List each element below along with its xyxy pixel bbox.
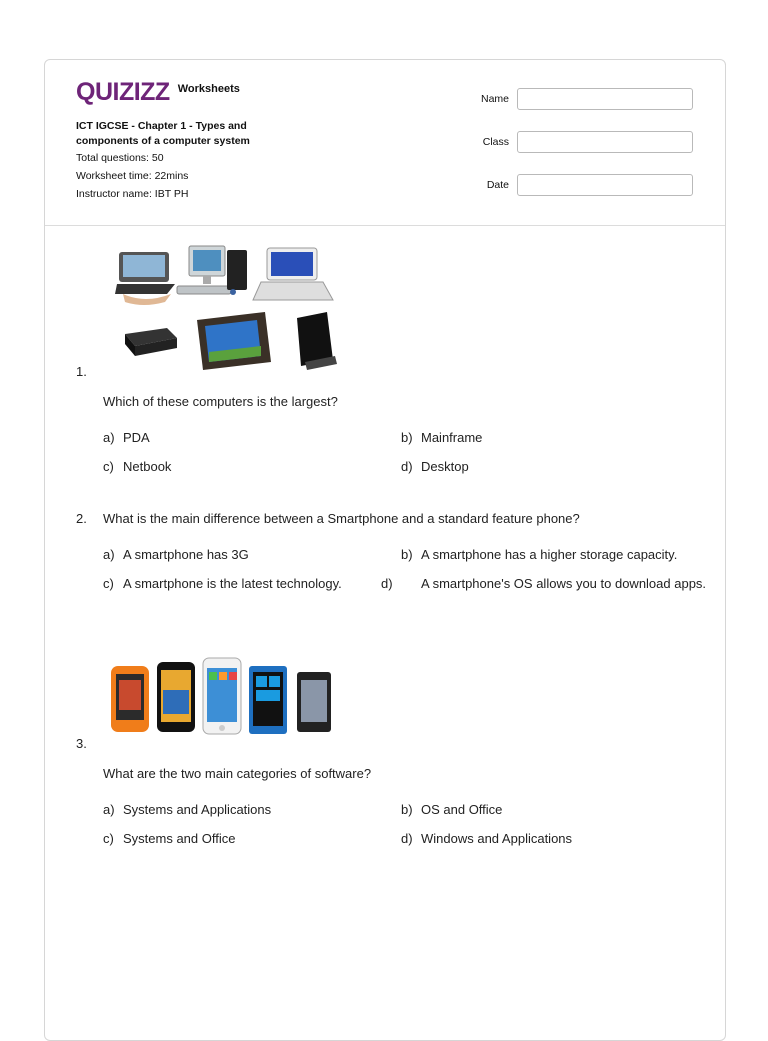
blackberry-phone-icon bbox=[297, 672, 331, 732]
option-text: Netbook bbox=[123, 459, 172, 474]
question-text: What is the main difference between a Smartphone and a standard feature phone? bbox=[103, 511, 580, 526]
question-text: What are the two main categories of software? bbox=[103, 766, 372, 781]
netbook-icon bbox=[253, 248, 333, 300]
date-label: Date bbox=[486, 179, 509, 191]
answer-option[interactable] bbox=[103, 544, 249, 566]
answer-option[interactable] bbox=[401, 799, 502, 821]
desktop-computer-icon bbox=[177, 246, 247, 295]
black-phone-icon bbox=[157, 662, 195, 732]
option-text: OS and Office bbox=[421, 802, 503, 817]
option-text: PDA bbox=[123, 430, 150, 445]
answer-option[interactable] bbox=[103, 799, 271, 821]
answer-option[interactable] bbox=[103, 573, 342, 595]
name-field[interactable] bbox=[517, 88, 693, 110]
windows-phone-icon bbox=[249, 666, 287, 734]
question-number: 3. bbox=[76, 736, 87, 751]
worksheet-header bbox=[45, 60, 725, 226]
logo-subtitle: Worksheets bbox=[177, 83, 240, 95]
question-number: 1. bbox=[76, 364, 87, 379]
question-number: 2. bbox=[76, 511, 87, 526]
option-text: A smartphone is the latest technology. bbox=[123, 576, 342, 591]
logo-wordmark: QUIZIZZ bbox=[76, 78, 170, 106]
question-text: Which of these computers is the largest? bbox=[103, 394, 338, 409]
name-label: Name bbox=[480, 93, 509, 105]
answer-option[interactable] bbox=[103, 828, 235, 850]
option-letter: a) bbox=[103, 802, 115, 817]
option-text: Systems and Office bbox=[123, 831, 236, 846]
computers-photo bbox=[105, 242, 350, 375]
answer-option[interactable] bbox=[401, 427, 482, 449]
option-text: A smartphone's OS allows you to download apps. bbox=[421, 576, 707, 591]
orange-phone-icon bbox=[111, 666, 149, 732]
option-text: A smartphone has a higher storage capacity. bbox=[421, 547, 678, 562]
answer-option[interactable] bbox=[401, 456, 469, 478]
smartphones-photo bbox=[105, 650, 350, 738]
option-letter: d) bbox=[381, 576, 393, 591]
option-text: A smartphone has 3G bbox=[123, 547, 249, 562]
option-text: Systems and Applications bbox=[123, 802, 272, 817]
option-letter: c) bbox=[103, 831, 114, 846]
option-letter: a) bbox=[103, 547, 115, 562]
answer-option[interactable] bbox=[103, 456, 171, 478]
iphone-icon bbox=[203, 658, 241, 734]
option-letter: b) bbox=[401, 547, 413, 562]
quizizz-logo bbox=[76, 78, 240, 106]
answer-option[interactable] bbox=[103, 427, 150, 449]
option-letter: c) bbox=[103, 459, 114, 474]
option-text: Desktop bbox=[421, 459, 469, 474]
tablet-pc-icon bbox=[197, 312, 271, 370]
answer-option[interactable] bbox=[401, 544, 677, 566]
worksheet-time: Worksheet time: 22mins bbox=[76, 170, 189, 182]
option-letter: d) bbox=[401, 459, 413, 474]
class-field[interactable] bbox=[517, 131, 693, 153]
palmtop-icon bbox=[115, 252, 175, 305]
option-letter: c) bbox=[103, 576, 114, 591]
option-text: Windows and Applications bbox=[421, 831, 573, 846]
option-letter: a) bbox=[103, 430, 115, 445]
worksheet-title: ICT IGCSE - Chapter 1 - Types and components of a computer system bbox=[76, 120, 250, 147]
tower-device-icon bbox=[297, 312, 337, 370]
mini-pc-icon bbox=[125, 328, 177, 356]
answer-option[interactable] bbox=[401, 828, 572, 850]
option-text: Mainframe bbox=[421, 430, 483, 445]
class-label: Class bbox=[482, 136, 509, 148]
option-letter: d) bbox=[401, 831, 413, 846]
total-questions: Total questions: 50 bbox=[76, 152, 164, 164]
date-field[interactable] bbox=[517, 174, 693, 196]
option-letter: b) bbox=[401, 430, 413, 445]
option-letter: b) bbox=[401, 802, 413, 817]
instructor-name: Instructor name: IBT PH bbox=[76, 188, 189, 200]
answer-option[interactable] bbox=[381, 573, 711, 595]
